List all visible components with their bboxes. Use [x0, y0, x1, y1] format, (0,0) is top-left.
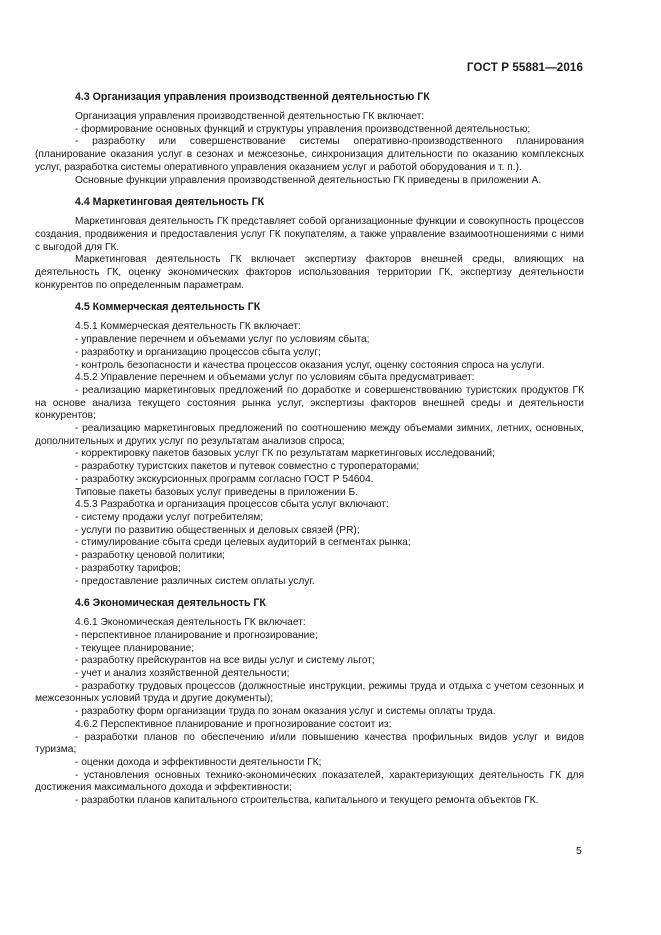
list-item: - оценки дохода и эффективности деятельности ГК; — [75, 756, 322, 768]
section-gap — [75, 187, 584, 196]
page-number: 5 — [576, 846, 582, 857]
section — [35, 91, 584, 196]
list-item: - реализацию маркетинговых предложений по соотношению между объемами зимних, летних, основных, дополнительных и других услуг по результатам анализов спроса; — [35, 423, 584, 447]
section-heading: 4.6 Экономическая деятельность ГК — [75, 597, 266, 610]
section-body — [35, 111, 584, 187]
list-item: - разработку или совершенствование системы оперативно-производственного планирования (планирование оказания услуг в сезонах и межсезонье, синхронизация длительности по оказанию комплексных услуг, разработка системы оперативного управления оказанием услуг и работой оборудования и т. п.). — [35, 136, 584, 173]
paragraph: 4.5.1 Коммерческая деятельность ГК включает: — [75, 321, 301, 333]
section-gap — [75, 292, 584, 301]
paragraph: Маркетинговая деятельность ГК включает экспертизу факторов внешней среды, влияющих на деятельность ГК, оценку экономических факторов использования территории ГК, экспертизу деятельности конкурентов по определенным параметрам. — [35, 254, 584, 291]
list-item: - разработку прейскурантов на все виды услуг и систему льгот; — [75, 655, 375, 667]
document-body — [35, 91, 584, 808]
list-item: - стимулирование сбыта среди целевых аудиторий в сегментах рынка; — [75, 537, 411, 549]
list-item: - предоставление различных систем оплаты услуг. — [75, 575, 315, 587]
list-item: - разработки планов капитального строительства, капитального и текущего ремонта объектов ГК. — [75, 795, 539, 807]
list-item: - текущее планирование; — [75, 642, 195, 654]
paragraph: 4.5.2 Управление перечнем и объемами услуг по условиям сбыта предусматривает: — [75, 372, 475, 384]
section — [35, 597, 584, 808]
paragraph: Типовые пакеты базовых услуг приведены в приложении Б. — [75, 486, 359, 498]
section-body — [35, 321, 584, 588]
list-item: - систему продажи услуг потребителям; — [75, 511, 264, 523]
list-item: - формирование основных функций и структуры управления производственной деятельностью; — [75, 123, 531, 135]
paragraph: Организация управления производственной деятельностью ГК включает: — [75, 111, 425, 122]
paragraph: 4.6.1 Экономическая деятельность ГК включает: — [75, 617, 306, 629]
list-item: - разработку туристских пакетов и путевок совместно с туроператорами; — [75, 461, 420, 473]
list-item: - разработку форм организации труда по зонам оказания услуг и системы оплаты труда. — [75, 706, 496, 718]
list-item: - установления основных технико-экономических показателей, характеризующих деятельность ГК для достижения максимального дохода и эффективности; — [35, 769, 584, 794]
list-item: - разработку тарифов; — [75, 562, 181, 574]
list-item: - услуги по развитию общественных и деловых связей (PR); — [75, 524, 360, 536]
section-heading: 4.5 Коммерческая деятельность ГК — [75, 301, 261, 314]
list-item: - реализацию маркетинговых предложений по доработке и совершенствованию туристских продуктов ГК на основе анализа текущего состояния рынка услуг, экспертизы факторов внешней среды и деятельности конкурентов; — [35, 384, 584, 422]
list-item: - корректировку пакетов базовых услуг ГК по результатам маркетинговых исследований; — [75, 448, 495, 460]
list-item: - разработки планов по обеспечению и/или повышению качества профильных видов услуг и видов туризма; — [35, 731, 584, 756]
section — [35, 196, 584, 301]
list-item: - разработку ценовой политики; — [75, 550, 225, 562]
section-body — [35, 617, 584, 808]
list-item: - разработку трудовых процессов (должностные инструкции, режимы труда и отдыха с учетом сезонных и межсезонных условий труда и другие документы); — [35, 680, 584, 705]
section-body — [35, 216, 584, 292]
list-item: - управление перечнем и объемами услуг по условиям сбыта; — [75, 334, 370, 346]
list-item: - учет и анализ хозяйственной деятельности; — [75, 668, 290, 680]
paragraph: Маркетинговая деятельность ГК представляет собой организационные функции и совокупность процессов создания, продвижения и предоставления услуг ГК покупателям, а также управление взаимоотношениями с ними с выгодой для ГК. — [35, 216, 584, 253]
section-heading: 4.4 Маркетинговая деятельность ГК — [75, 196, 265, 209]
list-item: - разработку и организацию процессов сбыта услуг; — [75, 346, 321, 358]
list-item: - разработку экскурсионных программ согласно ГОСТ Р 54604. — [75, 473, 374, 485]
section — [35, 301, 584, 597]
paragraph: 4.6.2 Перспективное планирование и прогнозирование состоит из: — [75, 718, 392, 730]
document-code: ГОСТ Р 55881—2016 — [466, 61, 583, 74]
paragraph: 4.5.3 Разработка и организация процессов сбыта услуг включают: — [75, 499, 389, 511]
section-gap — [75, 588, 584, 597]
section-heading: 4.3 Организация управления производственной деятельностью ГК — [75, 91, 430, 103]
paragraph: Основные функции управления производственной деятельностью ГК приведены в приложении А. — [75, 174, 542, 186]
list-item: - контроль безопасности и качества процессов оказания услуг, оценку состояния спроса на услуги. — [75, 359, 545, 371]
list-item: - перспективное планирование и прогнозирование; — [75, 629, 318, 641]
